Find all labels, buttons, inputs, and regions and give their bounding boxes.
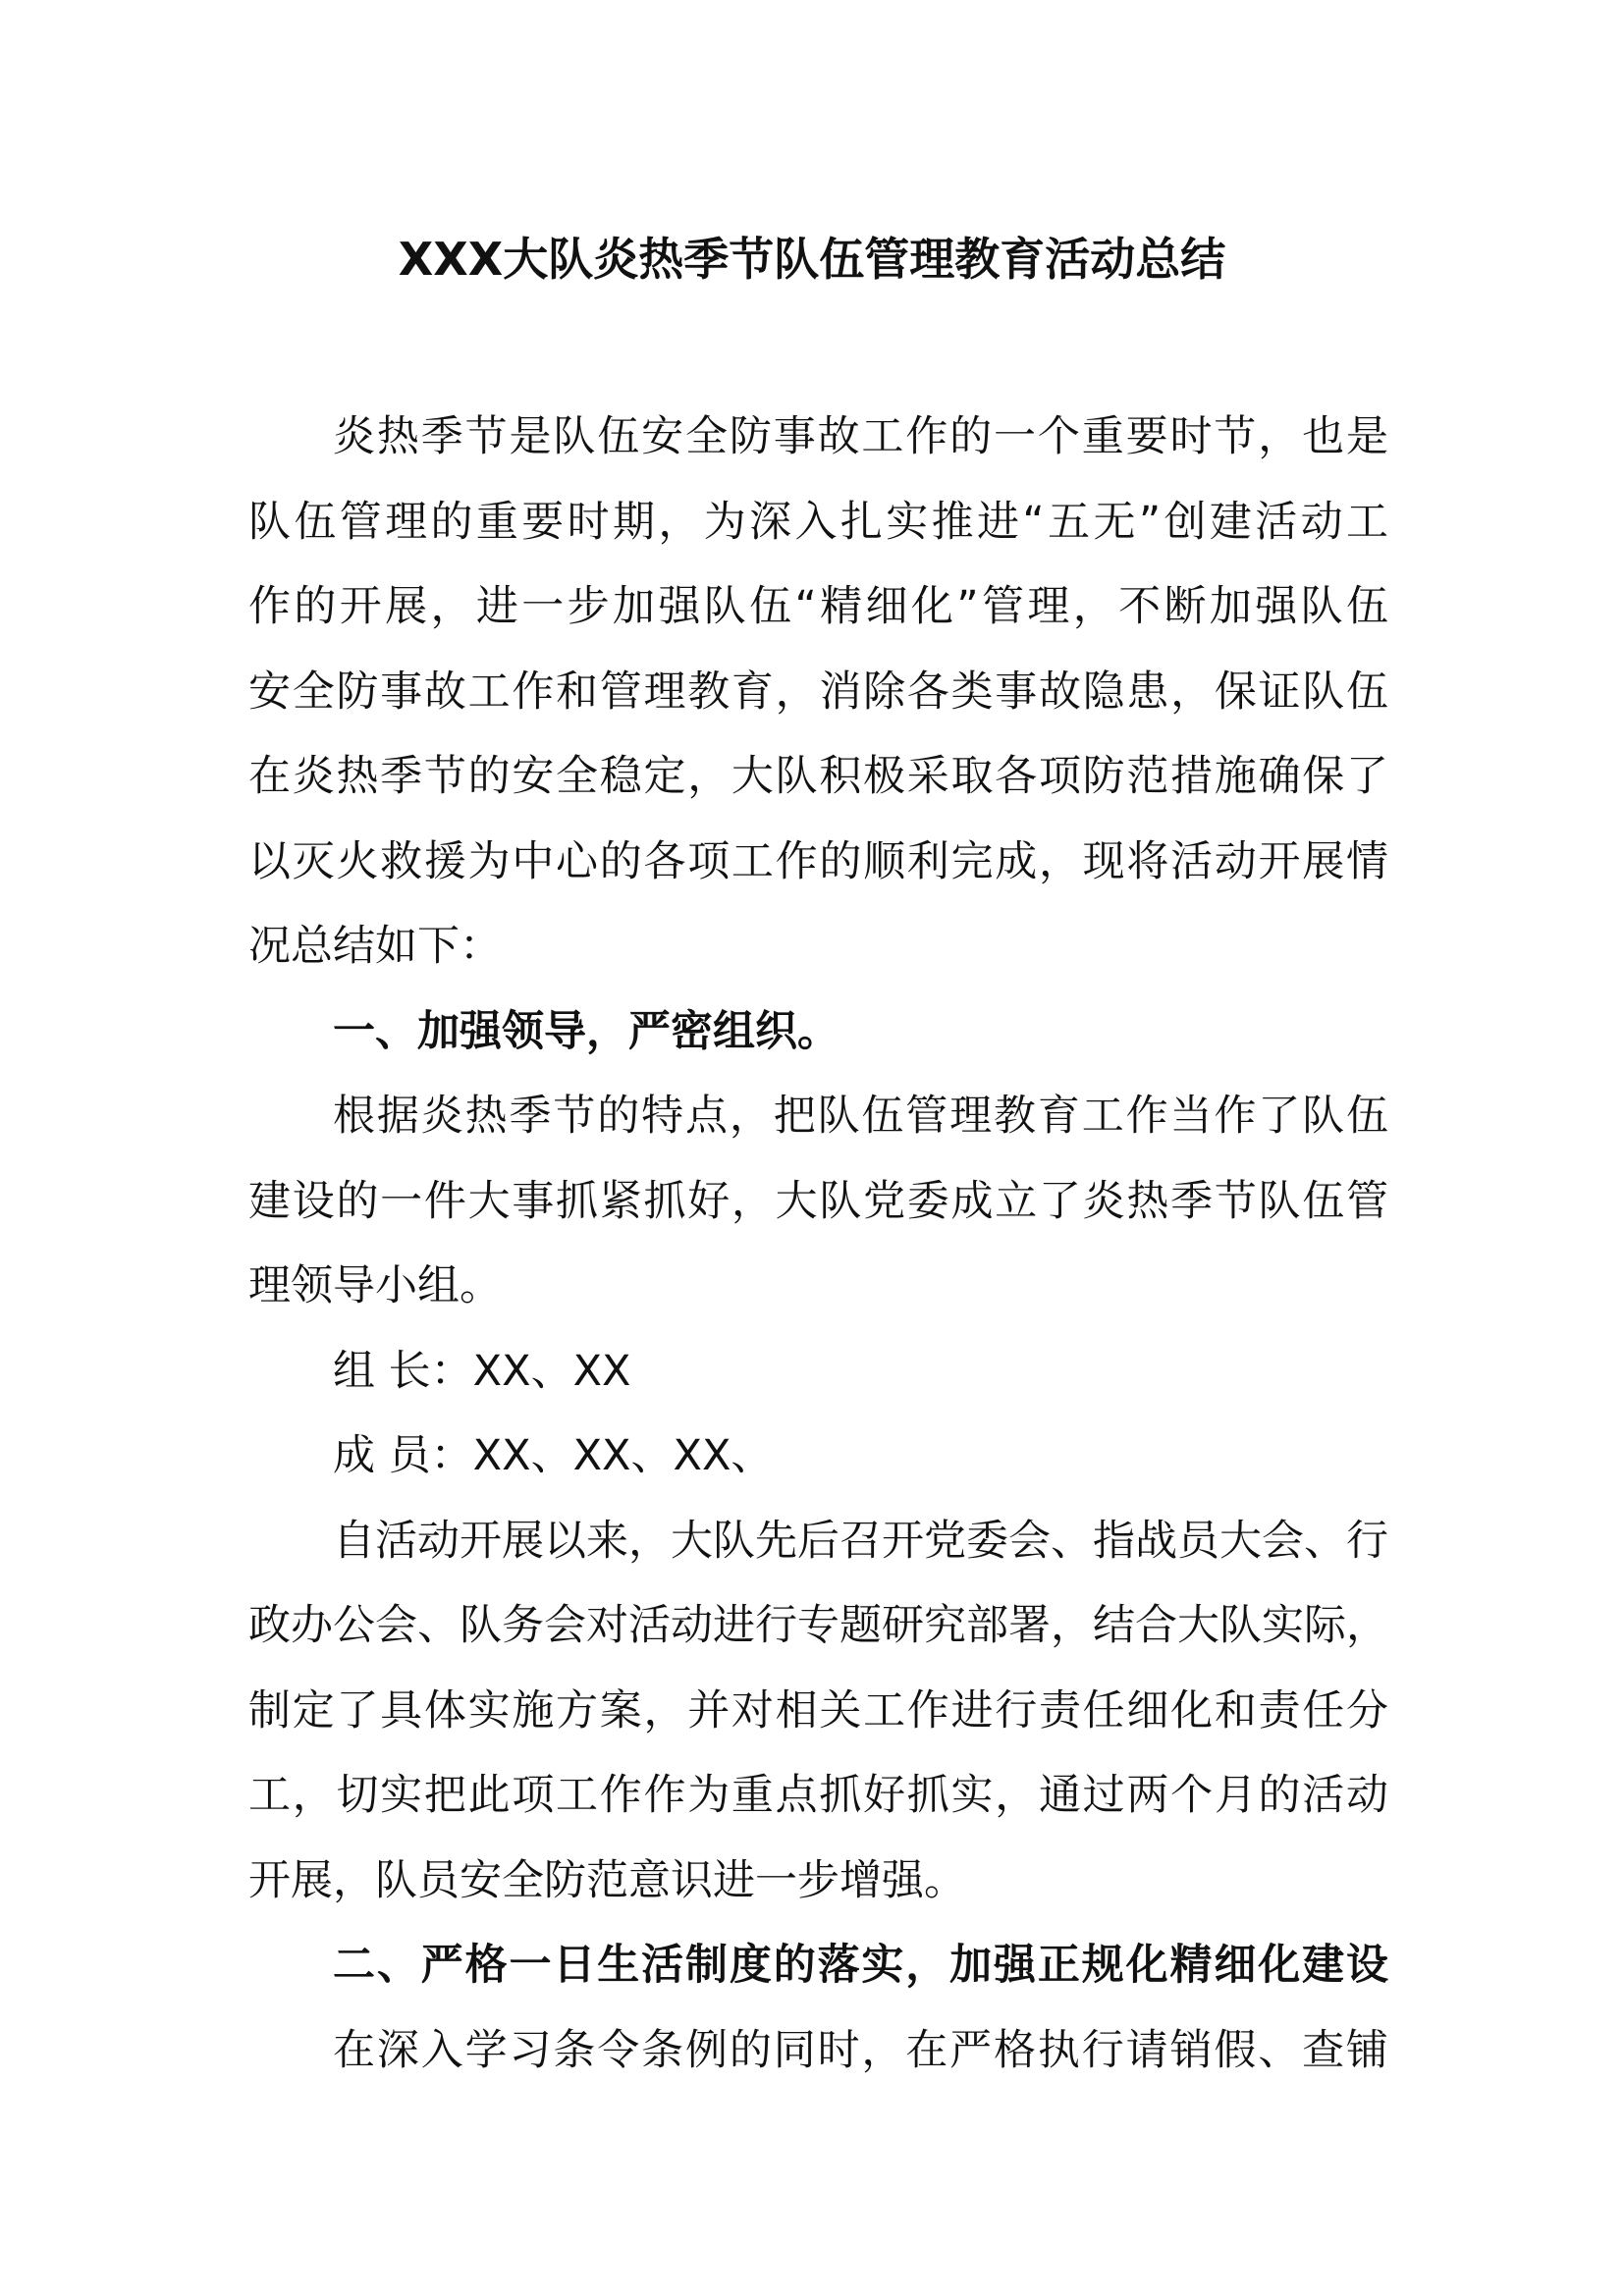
text-line: 组 长：XX、XX xyxy=(333,1346,631,1396)
section-heading xyxy=(248,1923,1388,2008)
paragraph xyxy=(248,1414,1388,1499)
text-line: 一、加强领导，严密组织。 xyxy=(333,1006,839,1056)
text-line: 作的开展，进一步加强队伍“精细化”管理，不断加强队伍 xyxy=(248,582,1388,631)
text-line: 在炎热季节的安全稳定，大队积极采取各项防范措施确保了 xyxy=(248,752,1388,801)
paragraph xyxy=(248,1074,1388,1329)
paragraph xyxy=(248,395,1388,989)
text-line: 况总结如下： xyxy=(248,922,502,971)
text-line: 队伍管理的重要时期，为深入扎实推进“五无”创建活动工 xyxy=(248,497,1388,547)
text-line: 根据炎热季节的特点，把队伍管理教育工作当作了队伍 xyxy=(333,1092,1388,1141)
paragraph xyxy=(248,1329,1388,1415)
text-line: 自活动开展以来，大队先后召开党委会、指战员大会、行 xyxy=(333,1516,1388,1566)
paragraph xyxy=(248,2008,1388,2094)
text-line: 炎热季节是队伍安全防事故工作的一个重要时节，也是 xyxy=(333,412,1388,461)
document-body xyxy=(248,395,1388,2093)
text-line: 以灭火救援为中心的各项工作的顺利完成，现将活动开展情 xyxy=(248,836,1388,886)
paragraph xyxy=(248,1499,1388,1924)
text-line: 安全防事故工作和管理教育，消除各类事故隐患，保证队伍 xyxy=(248,667,1388,717)
text-line: 开展，队员安全防范意识进一步增强。 xyxy=(248,1855,966,1905)
text-line: 二、严格一日生活制度的落实，加强正规化精细化建设 xyxy=(333,1941,1388,1990)
text-line: 制定了具体实施方案，并对相关工作进行责任细化和责任分 xyxy=(248,1685,1388,1735)
text-line: 建设的一件大事抓紧抓好，大队党委成立了炎热季节队伍管 xyxy=(248,1176,1388,1226)
section-heading xyxy=(248,989,1388,1075)
text-line: 理领导小组。 xyxy=(248,1261,502,1310)
text-line: 政办公会、队务会对活动进行专题研究部署，结合大队实际， xyxy=(248,1601,1388,1650)
text-line: 在深入学习条令条例的同时，在严格执行请销假、查铺 xyxy=(333,2025,1388,2075)
text-line: 工，切实把此项工作作为重点抓好抓实，通过两个月的活动 xyxy=(248,1771,1388,1820)
document-title: XXX大队炎热季节队伍管理教育活动总结 xyxy=(398,233,1226,286)
text-line: 成 员：XX、XX、XX、 xyxy=(333,1431,774,1480)
